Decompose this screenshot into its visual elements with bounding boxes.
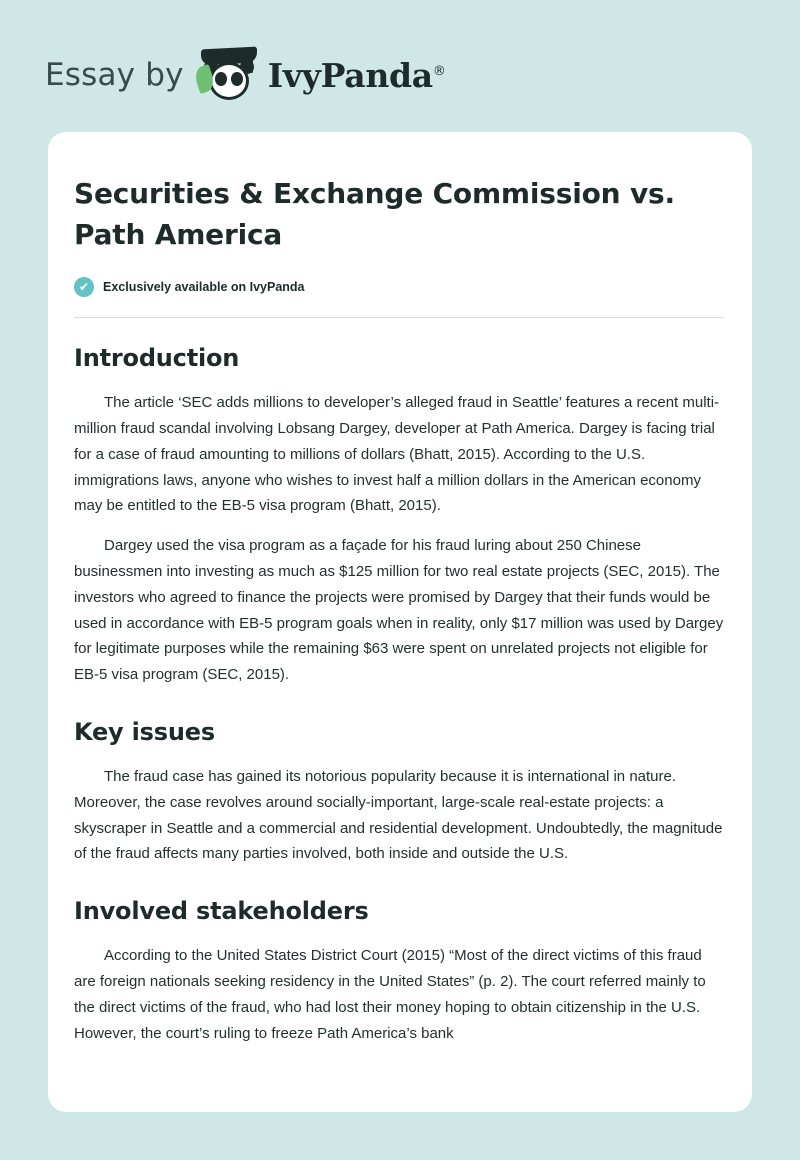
section-heading-key-issues: Key issues <box>74 717 215 746</box>
document-card <box>48 132 752 1112</box>
site-header <box>0 0 800 110</box>
ivypanda-logo[interactable] <box>198 46 446 104</box>
section-heading-involved-stakeholders: Involved stakeholders <box>74 897 369 926</box>
header-divider <box>74 317 724 318</box>
paragraph: According to the United States District Court (2015) “Most of the direct victims of this fraud are foreign nationals seeking residency in the United States” (p. 2). The court referred mainly to the direct victims of the fraud, who had lost their money hoping to obtain citizenship in the U.S. However, the court’s ruling to freeze Path America’s bank <box>74 947 706 1042</box>
paragraph: Dargey used the visa program as a façade for his fraud luring about 250 Chinese businessmen into investing as much as $125 million for two real estate projects (SEC, 2015). The investors who agreed to finance the projects were promised by Dargey that their funds would be used in accordance with EB-5 program goals when in reality, only $17 million was used by Dargey for legitimate purposes while the remaining $63 were spent on unrelated projects not eligible for EB-5 visa program (SEC, 2015). <box>74 537 724 684</box>
panda-graduate-icon <box>198 46 260 104</box>
check-circle-icon: ✔ <box>74 277 94 297</box>
essay-by-label: Essay by <box>45 57 184 93</box>
status-badge <box>74 277 724 297</box>
registered-trademark-icon: ® <box>432 63 446 79</box>
section-heading-introduction: Introduction <box>74 344 240 373</box>
status-badge-label: Exclusively available on IvyPanda <box>103 280 305 295</box>
brand-name-text: IvyPanda <box>267 55 433 95</box>
page-title: Securities & Exchange Commission vs. Path America <box>74 177 675 251</box>
paragraph: The fraud case has gained its notorious popularity because it is international in nature. Moreover, the case revolves around socially-important, large-scale real-estate projects: a skyscraper in Seattle and a commercial and residential development. Undoubtedly, the magnitude of the fraud affects many parties involved, both inside and outside the U.S. <box>74 767 723 863</box>
brand-name <box>268 56 446 95</box>
paragraph: The article ‘SEC adds millions to developer’s alleged fraud in Seattle’ features a recent multi-million fraud scandal involving Lobsang Dargey, developer at Path America. Dargey is facing trial for a case of fraud amounting to millions of dollars (Bhatt, 2015). According to the U.S. immigrations laws, anyone who wishes to invest half a million dollars in the American economy may be entitled to the EB-5 visa program (Bhatt, 2015). <box>74 394 720 515</box>
